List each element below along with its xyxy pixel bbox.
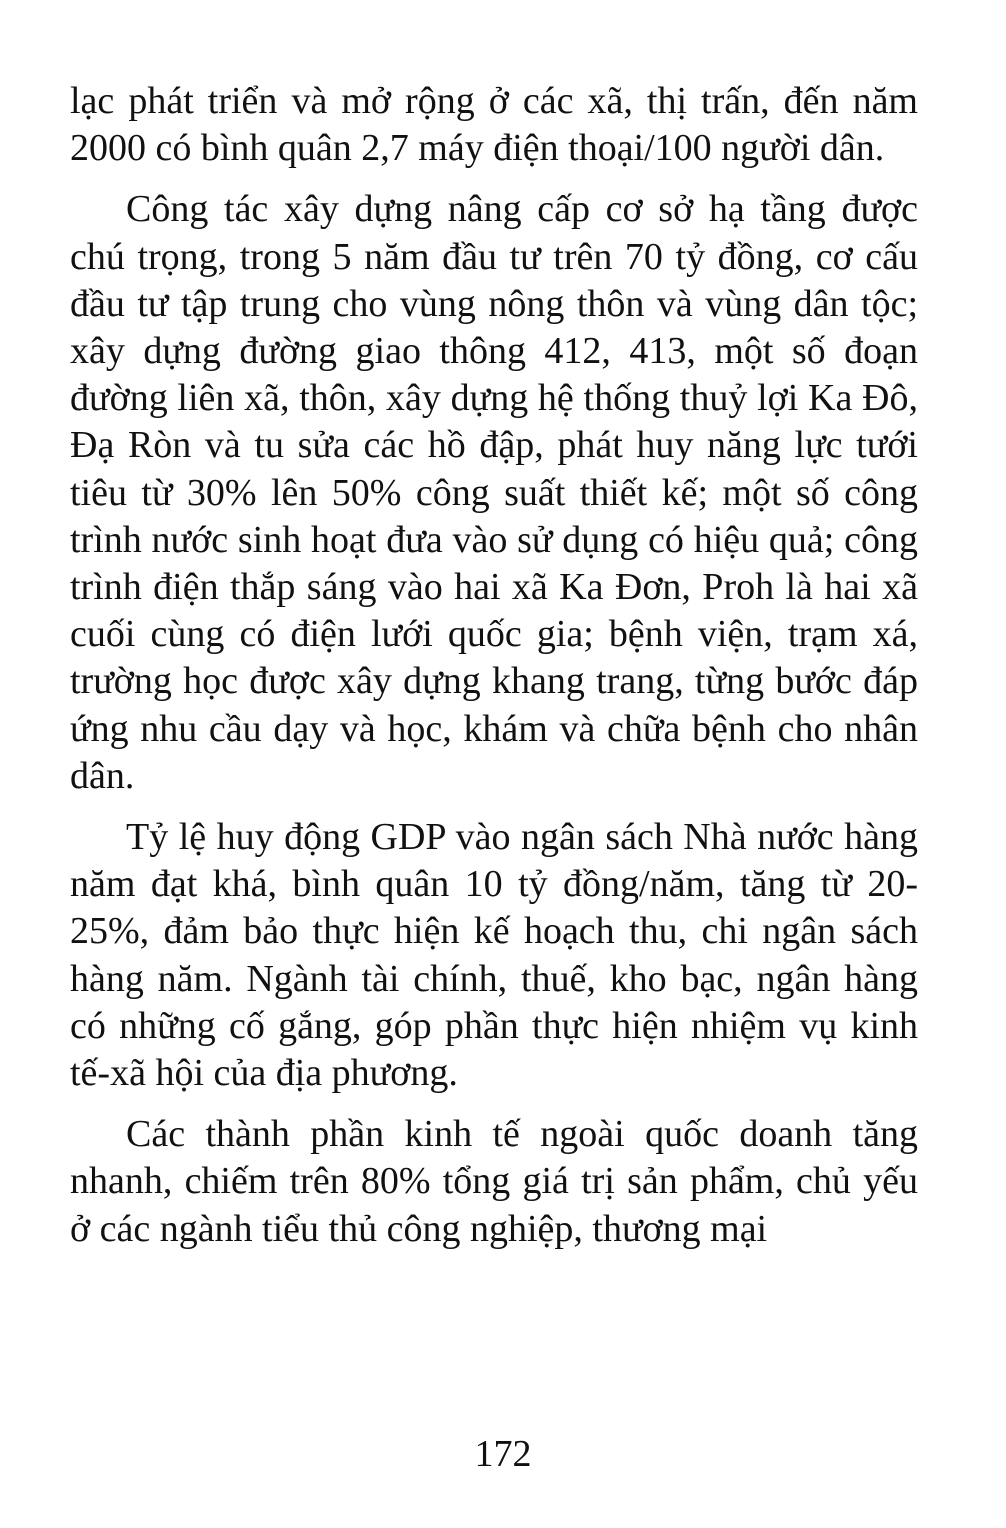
paragraph-2: Công tác xây dựng nâng cấp cơ sở hạ tầng được chú trọng, trong 5 năm đầu tư trên 70 tỷ đồng, cơ cấu đầu tư tập trung cho vùng nông thôn và vùng dân tộc; xây dựng đường giao thông 412, 413, một số đoạn đường liên xã, thôn, xây dựng hệ thống thuỷ lợi Ka Đô, Đạ Ròn và tu sửa các hồ đập, phát huy năng lực tưới tiêu từ 30% lên 50% công suất thiết kế; một số công trình nước sinh hoạt đưa vào sử dụng có hiệu quả; công trình điện thắp sáng vào hai xã Ka Đơn, Proh là hai xã cuối cùng có điện lưới quốc gia; bệnh viện, trạm xá, trường học được xây dựng khang trang, từng bước đáp ứng nhu cầu dạy và học, khám và chữa bệnh cho nhân dân. <box>70 188 918 797</box>
page-body <box>70 78 918 1253</box>
paragraph-3: Tỷ lệ huy động GDP vào ngân sách Nhà nước hàng năm đạt khá, bình quân 10 tỷ đồng/năm, tăng từ 20-25%, đảm bảo thực hiện kế hoạch thu, chi ngân sách hàng năm. Ngành tài chính, thuế, kho bạc, ngân hàng có những cố gắng, góp phần thực hiện nhiệm vụ kinh tế-xã hội của địa phương. <box>70 816 918 1095</box>
paragraph-1: lạc phát triển và mở rộng ở các xã, thị trấn, đến năm 2000 có bình quân 2,7 máy điện thoại/100 người dân. <box>70 80 918 170</box>
page-number: 172 <box>474 1433 532 1475</box>
paragraph-4: Các thành phần kinh tế ngoài quốc doanh tăng nhanh, chiếm trên 80% tổng giá trị sản phẩm, chủ yếu ở các ngành tiểu thủ công nghiệp, thương mại <box>70 1113 918 1250</box>
